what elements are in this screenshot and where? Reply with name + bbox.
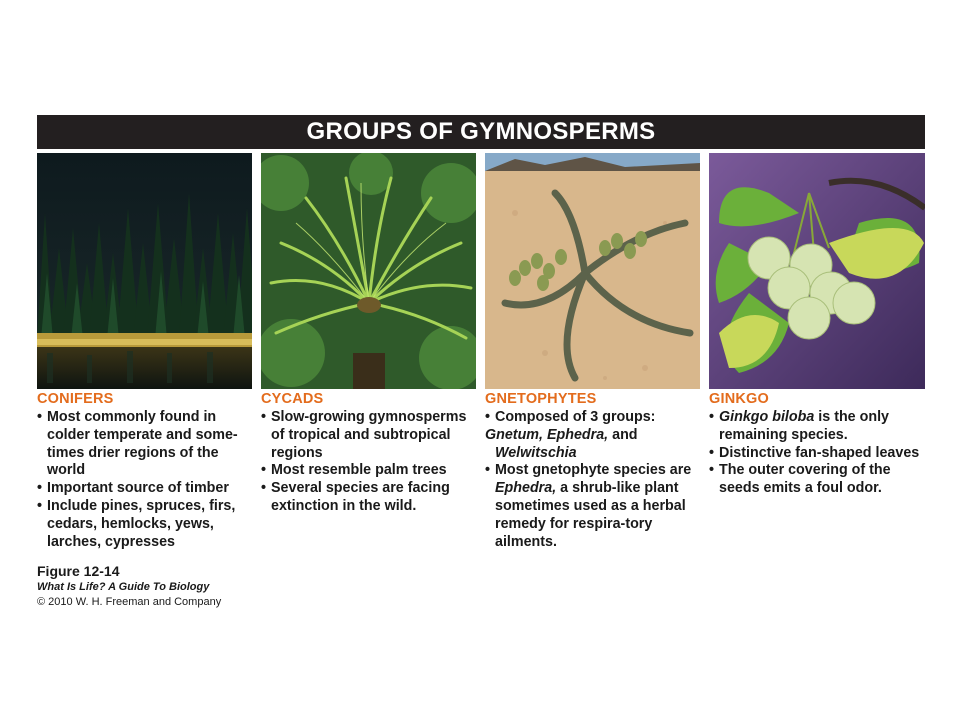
gnetophytes-heading: GNETOPHYTES bbox=[485, 391, 597, 407]
figure-number: Figure 12-14 bbox=[37, 563, 120, 579]
ginkgo-seeds-photo bbox=[709, 153, 925, 389]
gnetophytes-bullet-groups bbox=[485, 409, 703, 462]
gnetophytes-groups-text: Composed of 3 groups: bbox=[495, 409, 656, 425]
cycads-bullet-palm: • Most resemble palm trees bbox=[261, 462, 476, 480]
cycads-bullet-growth: • Slow-growing gymnosperms of tropical and subtropical regions bbox=[261, 409, 476, 462]
welwitschia-desert-photo bbox=[485, 153, 700, 389]
gnetophytes-ephedra-rest: a shrub-like plant sometimes used as a herbal remedy for respira-tory ailments. bbox=[495, 480, 686, 550]
ginkgo-column bbox=[709, 391, 925, 498]
conifer-forest-photo bbox=[37, 153, 252, 389]
page-title: GROUPS OF GYMNOSPERMS bbox=[37, 115, 925, 149]
gnetophytes-and-text: and bbox=[612, 426, 638, 443]
gnetophytes-ephedra-italic: Ephedra, bbox=[495, 480, 557, 497]
gnetophytes-bullet-ephedra bbox=[485, 462, 703, 551]
copyright-line: © 2010 W. H. Freeman and Company bbox=[37, 596, 222, 608]
ginkgo-heading: GINKGO bbox=[709, 391, 770, 407]
conifers-column bbox=[37, 391, 252, 551]
ginkgo-species-rest: is the only remaining species. bbox=[719, 409, 889, 443]
ginkgo-bullet-leaves: • Distinctive fan-shaped leaves bbox=[709, 445, 925, 463]
figure-caption bbox=[37, 563, 221, 610]
gnetophytes-genus-italic: Gnetum, Ephedra, bbox=[485, 426, 609, 443]
conifers-bullet-habitat: • Most commonly found in colder temperate and some-times drier regions of the world bbox=[37, 409, 252, 480]
conifers-bullet-examples: • Include pines, spruces, firs, cedars, hemlocks, yews, larches, cypresses bbox=[37, 498, 252, 551]
cycads-heading: CYCADS bbox=[261, 391, 324, 407]
ginkgo-bullet-odor: • The outer covering of the seeds emits a foul odor. bbox=[709, 462, 925, 498]
gnetophytes-ephedra-lead: Most gnetophyte species are bbox=[495, 462, 692, 479]
gnetophytes-column bbox=[485, 391, 703, 551]
conifers-heading: CONIFERS bbox=[37, 391, 114, 407]
gnetophytes-welwitschia-italic: Welwitschia bbox=[495, 444, 577, 461]
conifers-bullet-timber: • Important source of timber bbox=[37, 480, 252, 498]
ginkgo-species-italic: Ginkgo biloba bbox=[719, 409, 815, 425]
gnetophytes-groups-names bbox=[485, 426, 703, 463]
ginkgo-bullet-species bbox=[709, 409, 925, 445]
cycads-bullet-extinction: • Several species are facing extinction in the wild. bbox=[261, 480, 476, 516]
book-title: What Is Life? A Guide To Biology bbox=[37, 581, 210, 593]
cycad-palm-photo bbox=[261, 153, 476, 389]
cycads-column bbox=[261, 391, 476, 516]
